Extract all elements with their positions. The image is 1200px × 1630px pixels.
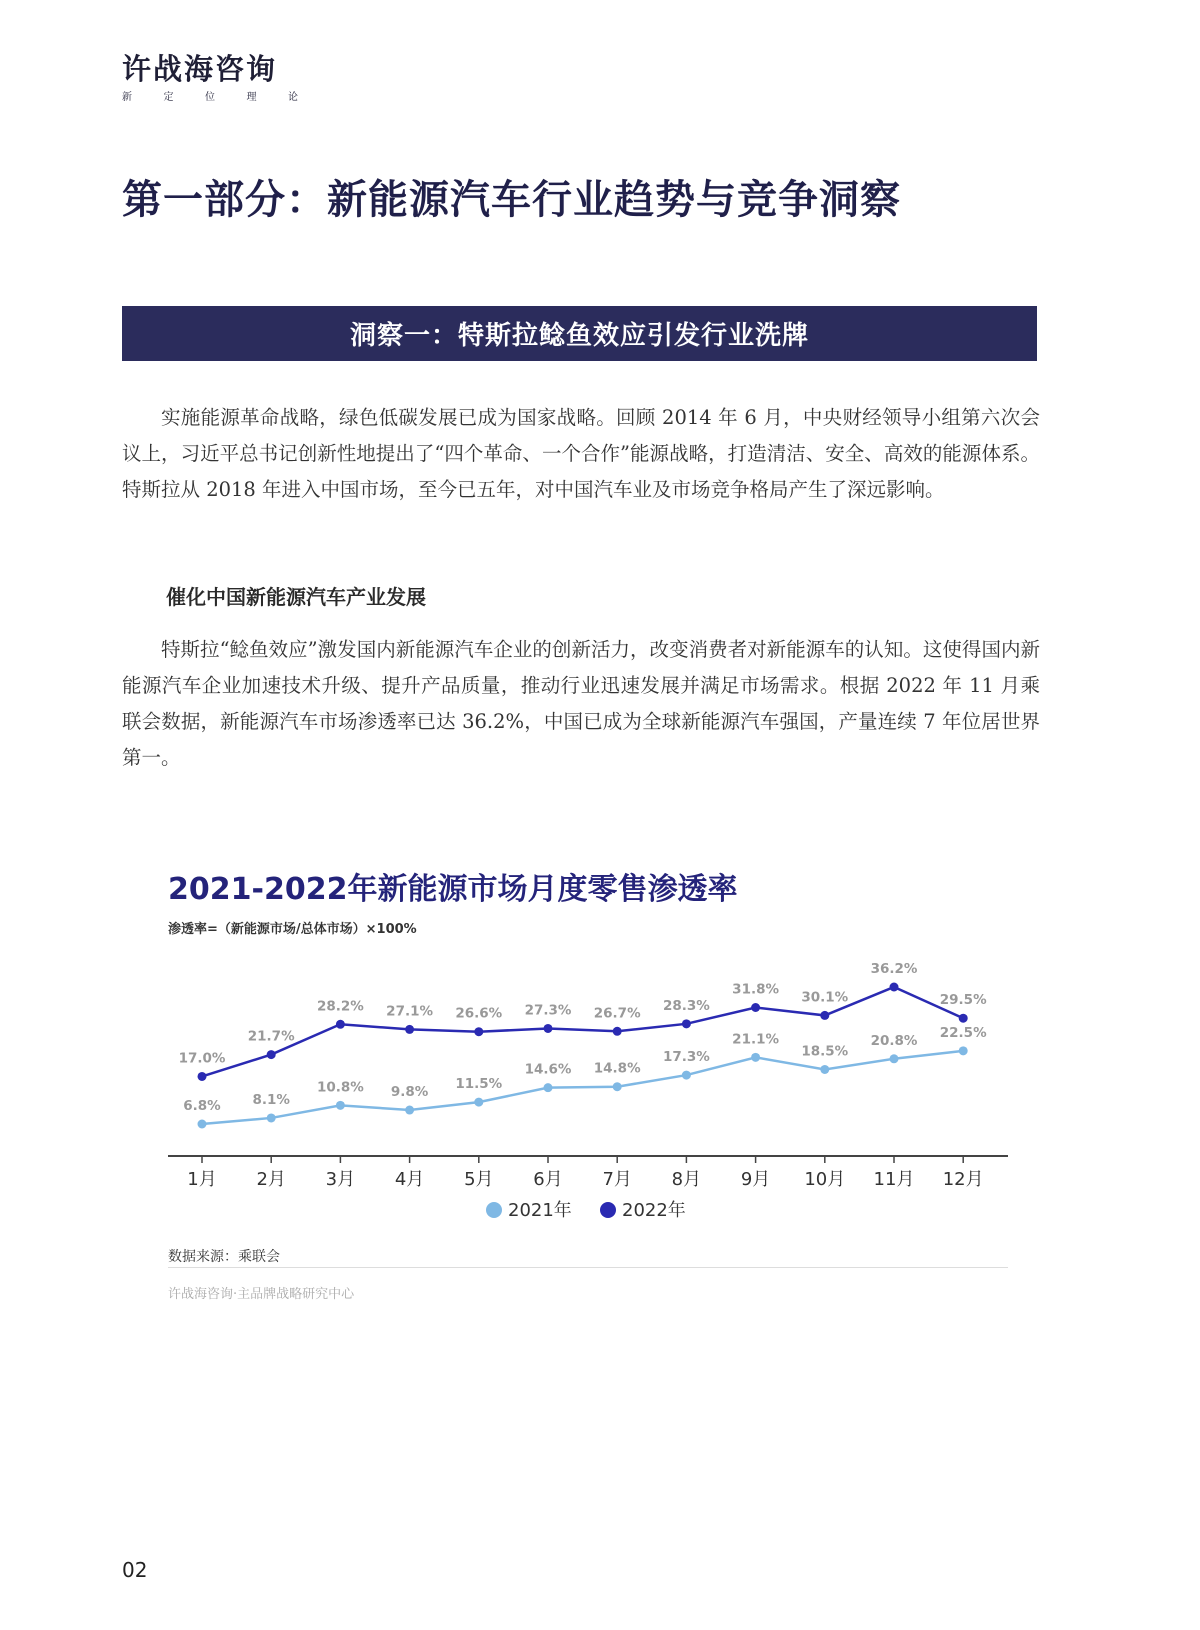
- data-label: 10.8%: [316, 1079, 364, 1096]
- data-point: [474, 1098, 483, 1107]
- data-label: 14.6%: [524, 1061, 572, 1078]
- data-point: [890, 1054, 899, 1063]
- data-label: 14.8%: [593, 1060, 641, 1077]
- insight-title: 洞察一：特斯拉鲶鱼效应引发行业洗牌: [349, 321, 809, 351]
- data-label: 36.2%: [870, 961, 918, 977]
- data-label: 27.3%: [524, 1002, 572, 1019]
- x-tick-label: 8月: [671, 1169, 702, 1190]
- chart-title: 2021-2022年新能源市场月度零售渗透率: [168, 872, 738, 907]
- data-point: [336, 1101, 345, 1110]
- data-label: 20.8%: [870, 1032, 918, 1049]
- data-point: [751, 1053, 760, 1062]
- data-point: [267, 1050, 276, 1059]
- divider: [168, 1267, 1008, 1268]
- data-label: 21.1%: [732, 1031, 780, 1048]
- data-point: [682, 1071, 691, 1080]
- body-paragraph: 特斯拉“鲶鱼效应”激发国内新能源汽车企业的创新活力，改变消费者对新能源车的认知。这使得国内新能源汽车企业加速技术升级、提升产品质量，推动行业迅速发展并满足市场需求。根据 2022 年 11 月乘联会数据，新能源汽车市场渗透率已达 36.2%，中国已成为全球新能源汽车强国，产量连续 7 年位居世界第一。: [122, 638, 1040, 769]
- legend-label: 2022年: [622, 1200, 686, 1221]
- logo-title: 许战海咨询: [122, 52, 278, 86]
- logo-subtitle-char: 理: [246, 92, 257, 103]
- data-point: [198, 1120, 207, 1129]
- data-label: 30.1%: [801, 989, 849, 1006]
- data-label: 8.1%: [252, 1091, 290, 1108]
- data-label: 27.1%: [386, 1003, 434, 1020]
- data-source: 数据来源：乘联会: [168, 1249, 280, 1265]
- x-tick-label: 3月: [325, 1169, 356, 1190]
- x-tick-label: 5月: [464, 1169, 494, 1190]
- data-point: [751, 1003, 760, 1012]
- data-point: [820, 1011, 829, 1020]
- legend-marker: [486, 1202, 502, 1218]
- data-point: [613, 1027, 622, 1036]
- data-point: [544, 1024, 553, 1033]
- data-label: 26.7%: [593, 1005, 641, 1022]
- data-label: 29.5%: [939, 992, 987, 1009]
- data-point: [198, 1072, 207, 1081]
- data-label: 6.8%: [183, 1098, 221, 1114]
- data-point: [613, 1082, 622, 1091]
- data-label: 26.6%: [455, 1005, 503, 1022]
- data-point: [336, 1020, 345, 1029]
- data-label: 17.3%: [662, 1049, 710, 1066]
- data-point: [544, 1083, 553, 1092]
- logo-subtitle-char: 新: [122, 92, 132, 103]
- data-label: 22.5%: [939, 1024, 987, 1041]
- legend-label: 2021年: [508, 1200, 572, 1221]
- logo-subtitle-char: 定: [163, 92, 174, 103]
- data-point: [267, 1113, 276, 1122]
- x-tick-label: 9月: [740, 1169, 771, 1190]
- data-label: 28.2%: [316, 998, 364, 1015]
- data-label: 11.5%: [455, 1076, 503, 1093]
- x-tick-label: 6月: [533, 1169, 563, 1190]
- data-label: 18.5%: [801, 1043, 849, 1060]
- x-tick-label: 12月: [942, 1169, 984, 1190]
- data-point: [890, 983, 899, 992]
- x-tick-label: 11月: [873, 1169, 915, 1190]
- data-label: 28.3%: [662, 997, 710, 1014]
- x-tick-label: 7月: [602, 1169, 632, 1190]
- data-point: [474, 1027, 483, 1036]
- data-point: [405, 1025, 414, 1034]
- logo-subtitle-char: 论: [288, 92, 298, 103]
- x-tick-label: 2月: [256, 1169, 286, 1190]
- data-label: 21.7%: [247, 1028, 295, 1045]
- section-subheading: 催化中国新能源汽车产业发展: [166, 585, 426, 609]
- data-label: 31.8%: [732, 981, 780, 998]
- data-point: [959, 1046, 968, 1055]
- part-title: 第一部分：新能源汽车行业趋势与竞争洞察: [122, 177, 901, 223]
- data-point: [959, 1014, 968, 1023]
- credit-line: 许战海咨询·主品牌战略研究中心: [168, 1287, 355, 1302]
- x-tick-label: 4月: [394, 1169, 425, 1190]
- x-tick-label: 10月: [804, 1169, 846, 1190]
- body-paragraph: 实施能源革命战略，绿色低碳发展已成为国家战略。回顾 2014 年 6 月，中央财经领导小组第六次会议上，习近平总书记创新性地提出了“四个革命、一个合作”能源战略，打造清洁、安全、高效的能源体系。特斯拉从 2018 年进入中国市场，至今已五年，对中国汽车业及市场竞争格局产生了深远影响。: [122, 406, 1040, 501]
- data-point: [820, 1065, 829, 1074]
- data-point: [405, 1106, 414, 1115]
- x-tick-label: 1月: [187, 1169, 217, 1190]
- data-label: 9.8%: [390, 1084, 429, 1101]
- data-point: [682, 1019, 691, 1028]
- logo-subtitle-char: 位: [205, 92, 215, 103]
- legend-marker: [600, 1202, 616, 1218]
- page-number: 02: [122, 1558, 148, 1582]
- chart-subtitle: 渗透率=（新能源市场/总体市场）×100%: [168, 922, 417, 937]
- data-label: 17.0%: [178, 1050, 226, 1067]
